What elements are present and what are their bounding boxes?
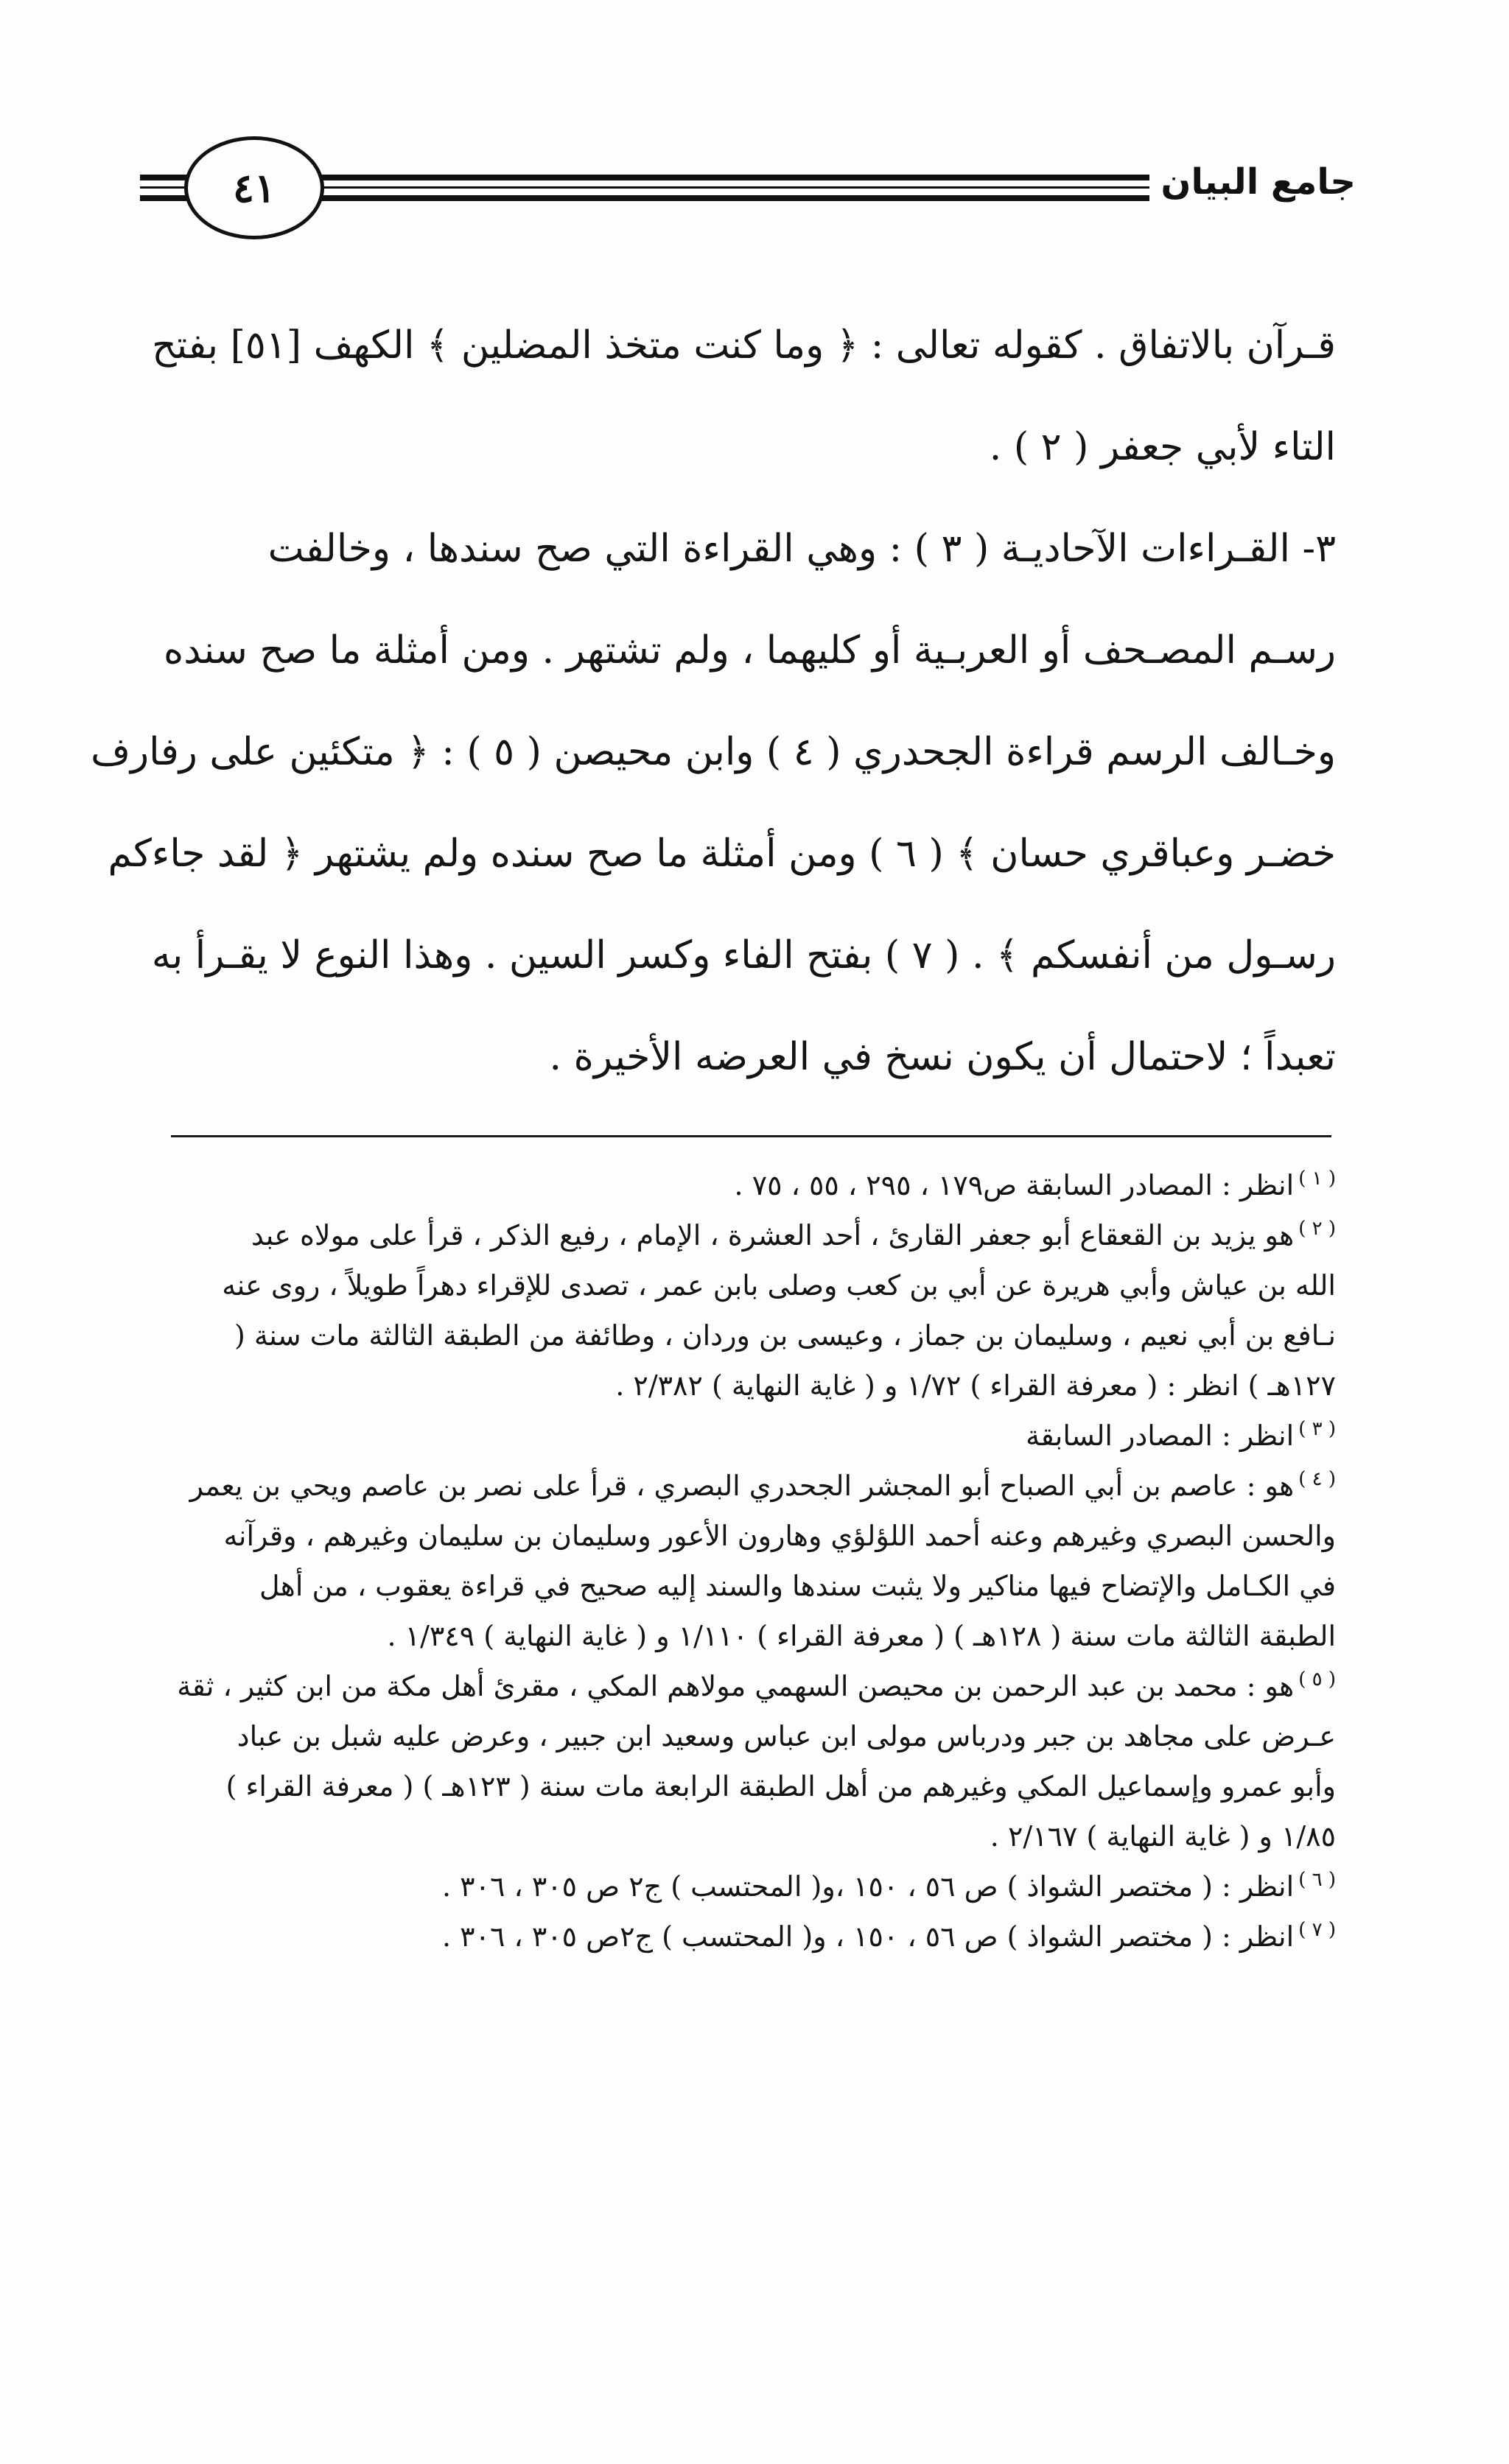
footnote-line [157, 1461, 1336, 1511]
footnote-line [157, 1661, 1336, 1711]
running-head [140, 122, 1356, 225]
main-line: تعبداً ؛ لاحتمال أن يكون نسخ في العرضه الأخيرة . [549, 1035, 1336, 1079]
footnote-text: انظر : ( مختصر الشواذ ) ص ٥٦ ، ١٥٠ ،و( المحتسب ) ج٢ ص ٣٠٥ ، ٣٠٦ . [442, 1870, 1295, 1903]
book-title: جامع البيان [1160, 161, 1356, 203]
footnote-marker: ( ٤ ) [1298, 1468, 1336, 1491]
footnote-text: هو يزيد بن القعقاع أبو جعفر القارئ ، أحد العشرة ، الإمام ، رفيع الذكر ، قرأ على مولاه عبد [251, 1219, 1295, 1252]
footnote-text: انظر : المصادر السابقة [1026, 1419, 1295, 1452]
footnote-line: عـرض على مجاهد بن جبر ودرباس مولى ابن عباس وسعيد ابن جبير ، وعرض عليه شبل بن عباد [237, 1720, 1336, 1752]
footnote-line: ١٢٧هـ ) انظر : ( معرفة القراء ) ١/٧٢ و ( غاية النهاية ) ٢/٣٨٢ . [615, 1369, 1336, 1402]
footnote-line: في الكـامل والإتضاح فيها مناكير ولا يثبت سندها والسند إليه صحيح في قراءة يعقوب ، من أهل [259, 1570, 1336, 1602]
footnote-marker: ( ٢ ) [1298, 1218, 1336, 1240]
footnotes [157, 1160, 1336, 1962]
main-line: قـرآن بالاتفاق . كقوله تعالى : ﴿ وما كنت متخذ المضلين ﴾ الكهف [٥١] بفتح [152, 323, 1336, 368]
footnote-marker: ( ٧ ) [1298, 1919, 1336, 1942]
main-line: خضـر وعباقري حسان ﴾ ( ٦ ) ومن أمثلة ما صح سنده ولم يشتهر ﴿ لقد جاءكم [108, 832, 1336, 876]
footnote-line: الطبقة الثالثة مات سنة ( ١٢٨هـ ) ( معرفة القراء ) ١/١١٠ و ( غاية النهاية ) ١/٣٤٩ . [387, 1620, 1336, 1652]
page-number: ٤١ [233, 164, 276, 211]
footnote-line: وأبو عمرو وإسماعيل المكي وغيرهم من أهل الطبقة الرابعة مات سنة ( ١٢٣هـ ) ( معرفة القراء ) [225, 1770, 1336, 1803]
main-line: التاء لأبي جعفر ( ٢ ) . [989, 425, 1336, 469]
footnote-text: انظر : المصادر السابقة ص١٧٩ ، ٢٩٥ ، ٥٥ ، ٧٥ . [734, 1169, 1295, 1201]
header-rule-thin [317, 186, 1149, 189]
header-rule [317, 175, 1149, 180]
footnote-marker: ( ١ ) [1298, 1168, 1336, 1190]
header-rule-lower [317, 195, 1149, 201]
footnote-5 [157, 1661, 1336, 1861]
footnote-line [157, 1210, 1336, 1260]
footnote-line: ١/٨٥ و ( غاية النهاية ) ٢/١٦٧ . [990, 1820, 1336, 1853]
footnote-text: انظر : ( مختصر الشواذ ) ص ٥٦ ، ١٥٠ ، و( المحتسب ) ج٢ص ٣٠٥ ، ٣٠٦ . [442, 1920, 1295, 1953]
footnote-marker: ( ٥ ) [1298, 1668, 1336, 1691]
footnote-separator [171, 1135, 1331, 1137]
page-number-oval [184, 136, 324, 239]
footnote-3 [157, 1411, 1336, 1461]
footnote-line [157, 1912, 1336, 1962]
footnote-line [157, 1861, 1336, 1912]
footnote-line [157, 1411, 1336, 1461]
footnote-1 [157, 1160, 1336, 1210]
footnote-line: والحسن البصري وغيرهم وعنه أحمد اللؤلؤي وهارون الأعور وسليمان بن سليمان وغيرهم ، وقرآنه [223, 1520, 1336, 1552]
footnote-line: الله بن عياش وأبي هريرة عن أبي بن كعب وصلى بابن عمر ، تصدى للإقراء دهراً طويلاً ، روى عنه [222, 1269, 1336, 1302]
main-line: رسـول من أنفسكم ﴾ . ( ٧ ) بفتح الفاء وكسر السين . وهذا النوع لا يقـرأ به [151, 933, 1336, 977]
footnote-4 [157, 1461, 1336, 1661]
main-paragraph [91, 295, 1336, 1108]
main-line: ٣- القـراءات الآحاديـة ( ٣ ) : وهي القراءة التي صح سندها ، وخالفت [267, 527, 1336, 571]
main-line: وخـالف الرسم قراءة الجحدري ( ٤ ) وابن محيصن ( ٥ ) : ﴿ متكئين على رفارف [91, 730, 1336, 774]
footnote-line [157, 1160, 1336, 1210]
main-text [91, 295, 1336, 1108]
footnote-marker: ( ٦ ) [1298, 1869, 1336, 1892]
footnote-2 [157, 1210, 1336, 1411]
footnote-6 [157, 1861, 1336, 1912]
header-rule-left-lower [140, 195, 192, 201]
footnote-7 [157, 1912, 1336, 1962]
header-rule-left [140, 175, 192, 180]
footnote-line: نـافع بن أبي نعيم ، وسليمان بن جماز ، وعيسى بن وردان ، وطائفة من الطبقة الثالثة مات سنة ( [234, 1319, 1336, 1352]
footnote-marker: ( ٣ ) [1298, 1418, 1336, 1441]
main-line: رسـم المصـحف أو العربـية أو كليهما ، ولم تشتهر . ومن أمثلة ما صح سنده [164, 628, 1336, 673]
footnote-text: هو : عاصم بن أبي الصباح أبو المجشر الجحدري البصري ، قرأ على نصر بن عاصم ويحي بن يعمر [189, 1470, 1295, 1502]
footnote-text: هو : محمد بن عبد الرحمن بن محيصن السهمي مولاهم المكي ، مقرئ أهل مكة من ابن كثير ، ثقة [177, 1670, 1295, 1702]
